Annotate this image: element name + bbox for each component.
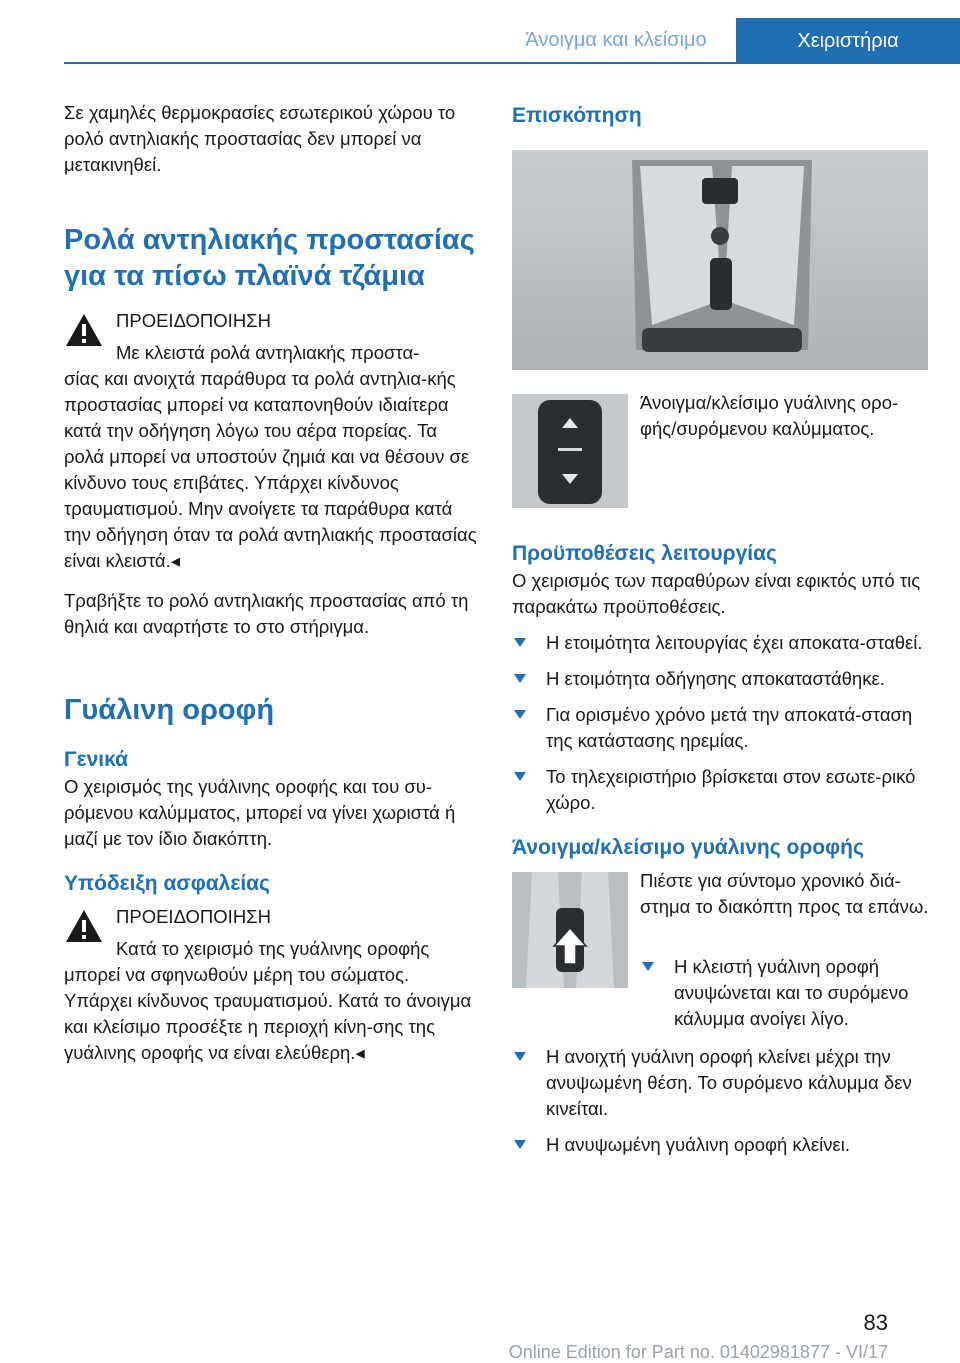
list-item: [512, 1132, 932, 1158]
conditions-paragraph: Ο χειρισμός των παραθύρων είναι εφικτός υπό τις παρακάτω προϋποθέσεις.: [512, 570, 921, 617]
warning-text: μπορεί να σφηνωθούν μέρη του σώματος. Υπάρχει κίνδυνος τραυματισμού. Κατά το άνοιγμα και κλείσιμο προσέξτε η περιοχή κίνη-σης της γυάλινης οροφής να είναι ελεύθερη.◂: [64, 964, 472, 1063]
triangle-bullet-icon: [642, 962, 654, 971]
heading-roller-blinds: Ρολά αντηλιακής προστασίας για τα πίσω πλαϊνά τζάμια: [64, 224, 475, 292]
warning-text-first-line: Με κλειστά ρολά αντηλιακής προστα-: [116, 342, 420, 363]
list-item: [512, 764, 932, 816]
header-rule: [64, 62, 960, 64]
page-number: 83: [863, 1310, 888, 1335]
triangle-bullet-icon: [514, 638, 526, 647]
warning-text-first-line: Κατά το χειρισμό της γυάλινης οροφής: [116, 938, 430, 959]
warning-text: σίας και ανοιχτά παράθυρα τα ρολά αντηλια-κής προστασίας μπορεί να καταπονηθούν ιδιαίτερα κατά την οδήγηση λόγω του αέρα πορείας. Τα ρολά μπορεί να υποστούν ζημιά και να θέσουν σε κίνδυνο τους επιβάτες. Υπάρχει κίνδυνος τραυματισμού. Μην ανοίγετε τα παράθυρα κατά την οδήγηση όταν τα ρολά αντηλιακής προστασίας είναι κλειστά.◂: [64, 368, 477, 571]
list-item: [640, 954, 960, 1032]
edition-footer: Online Edition for Part no. 01402981877 - VI/17: [508, 1342, 888, 1362]
general-paragraph: Ο χειρισμός της γυάλινης οροφής και του συ-ρόμενου καλύμματος, μπορεί να γίνει χωριστά ή μαζί με τον ίδιο διακόπτη.: [64, 776, 456, 849]
triangle-bullet-icon: [514, 710, 526, 719]
list-item: [512, 666, 932, 692]
list-item: [512, 702, 932, 754]
intro-paragraph: Σε χαμηλές θερμοκρασίες εσωτερικού χώρου το ρολό αντηλιακής προστασίας δεν μπορεί να μετακινηθεί.: [64, 102, 456, 175]
list-item-text: Για ορισμένο χρόνο μετά την αποκατά-σταση της κατάστασης ηρεμίας.: [546, 704, 913, 751]
warning-block-roof: [64, 904, 482, 1066]
list-item-text: Η ετοιμότητα οδήγησης αποκαταστάθηκε.: [546, 668, 885, 689]
warning-title: ΠΡΟΕΙΔΟΠΟΙΗΣΗ: [116, 906, 271, 927]
right-column: [512, 96, 932, 1158]
warning-triangle-icon: [64, 908, 104, 944]
roof-switch-image: [512, 394, 628, 508]
triangle-bullet-icon: [514, 1052, 526, 1061]
header-chapter-tab: Χειριστήρια: [736, 18, 960, 64]
list-item: [512, 1044, 932, 1122]
heading-conditions: Προϋποθέσεις λειτουργίας: [512, 542, 777, 565]
list-item: [512, 630, 932, 656]
heading-open-close-roof: Άνοιγμα/κλείσιμο γυάλινης οροφής: [512, 836, 864, 859]
roller-instructions: Τραβήξτε το ρολό αντηλιακής προστασίας από τη θηλιά και αναρτήστε το στο στήριγμα.: [64, 590, 469, 637]
press-figure: [512, 872, 932, 1038]
heading-safety-note: Υπόδειξη ασφαλείας: [64, 872, 270, 895]
list-item-text: Το τηλεχειριστήριο βρίσκεται στον εσωτε-ρικό χώρο.: [546, 766, 916, 813]
switch-figure: [512, 388, 932, 514]
list-item-text: Η κλειστή γυάλινη οροφή ανυψώνεται και το συρόμενο κάλυμμα ανοίγει λίγο.: [674, 956, 909, 1029]
triangle-bullet-icon: [514, 772, 526, 781]
switch-caption: Άνοιγμα/κλείσιμο γυάλινης ορο-φής/συρόμενου καλύμματος.: [640, 392, 899, 439]
heading-glass-roof: Γυάλινη οροφή: [64, 694, 275, 726]
triangle-bullet-icon: [514, 674, 526, 683]
heading-general: Γενικά: [64, 748, 129, 771]
list-item-text: Η ανοιχτή γυάλινη οροφή κλείνει μέχρι την ανυψωμένη θέση. Το συρόμενο κάλυμμα δεν κινείται.: [546, 1046, 912, 1119]
overhead-console-image: [512, 150, 928, 370]
header-section-tab: Άνοιγμα και κλείσιμο: [525, 29, 707, 51]
left-column: [64, 96, 482, 1066]
warning-title: ΠΡΟΕΙΔΟΠΟΙΗΣΗ: [116, 310, 271, 331]
switch-press-up-image: [512, 872, 628, 988]
warning-block-roller: [64, 308, 482, 574]
warning-triangle-icon: [64, 312, 104, 348]
heading-overview: Επισκόπηση: [512, 104, 642, 127]
list-item-text: Η ετοιμότητα λειτουργίας έχει αποκατα-σταθεί.: [546, 632, 923, 653]
press-instructions: Πιέστε για σύντομο χρονικό διά-στημα το διακόπτη προς τα επάνω.: [640, 870, 929, 917]
triangle-bullet-icon: [514, 1140, 526, 1149]
list-item-text: Η ανυψωμένη γυάλινη οροφή κλείνει.: [546, 1134, 851, 1155]
